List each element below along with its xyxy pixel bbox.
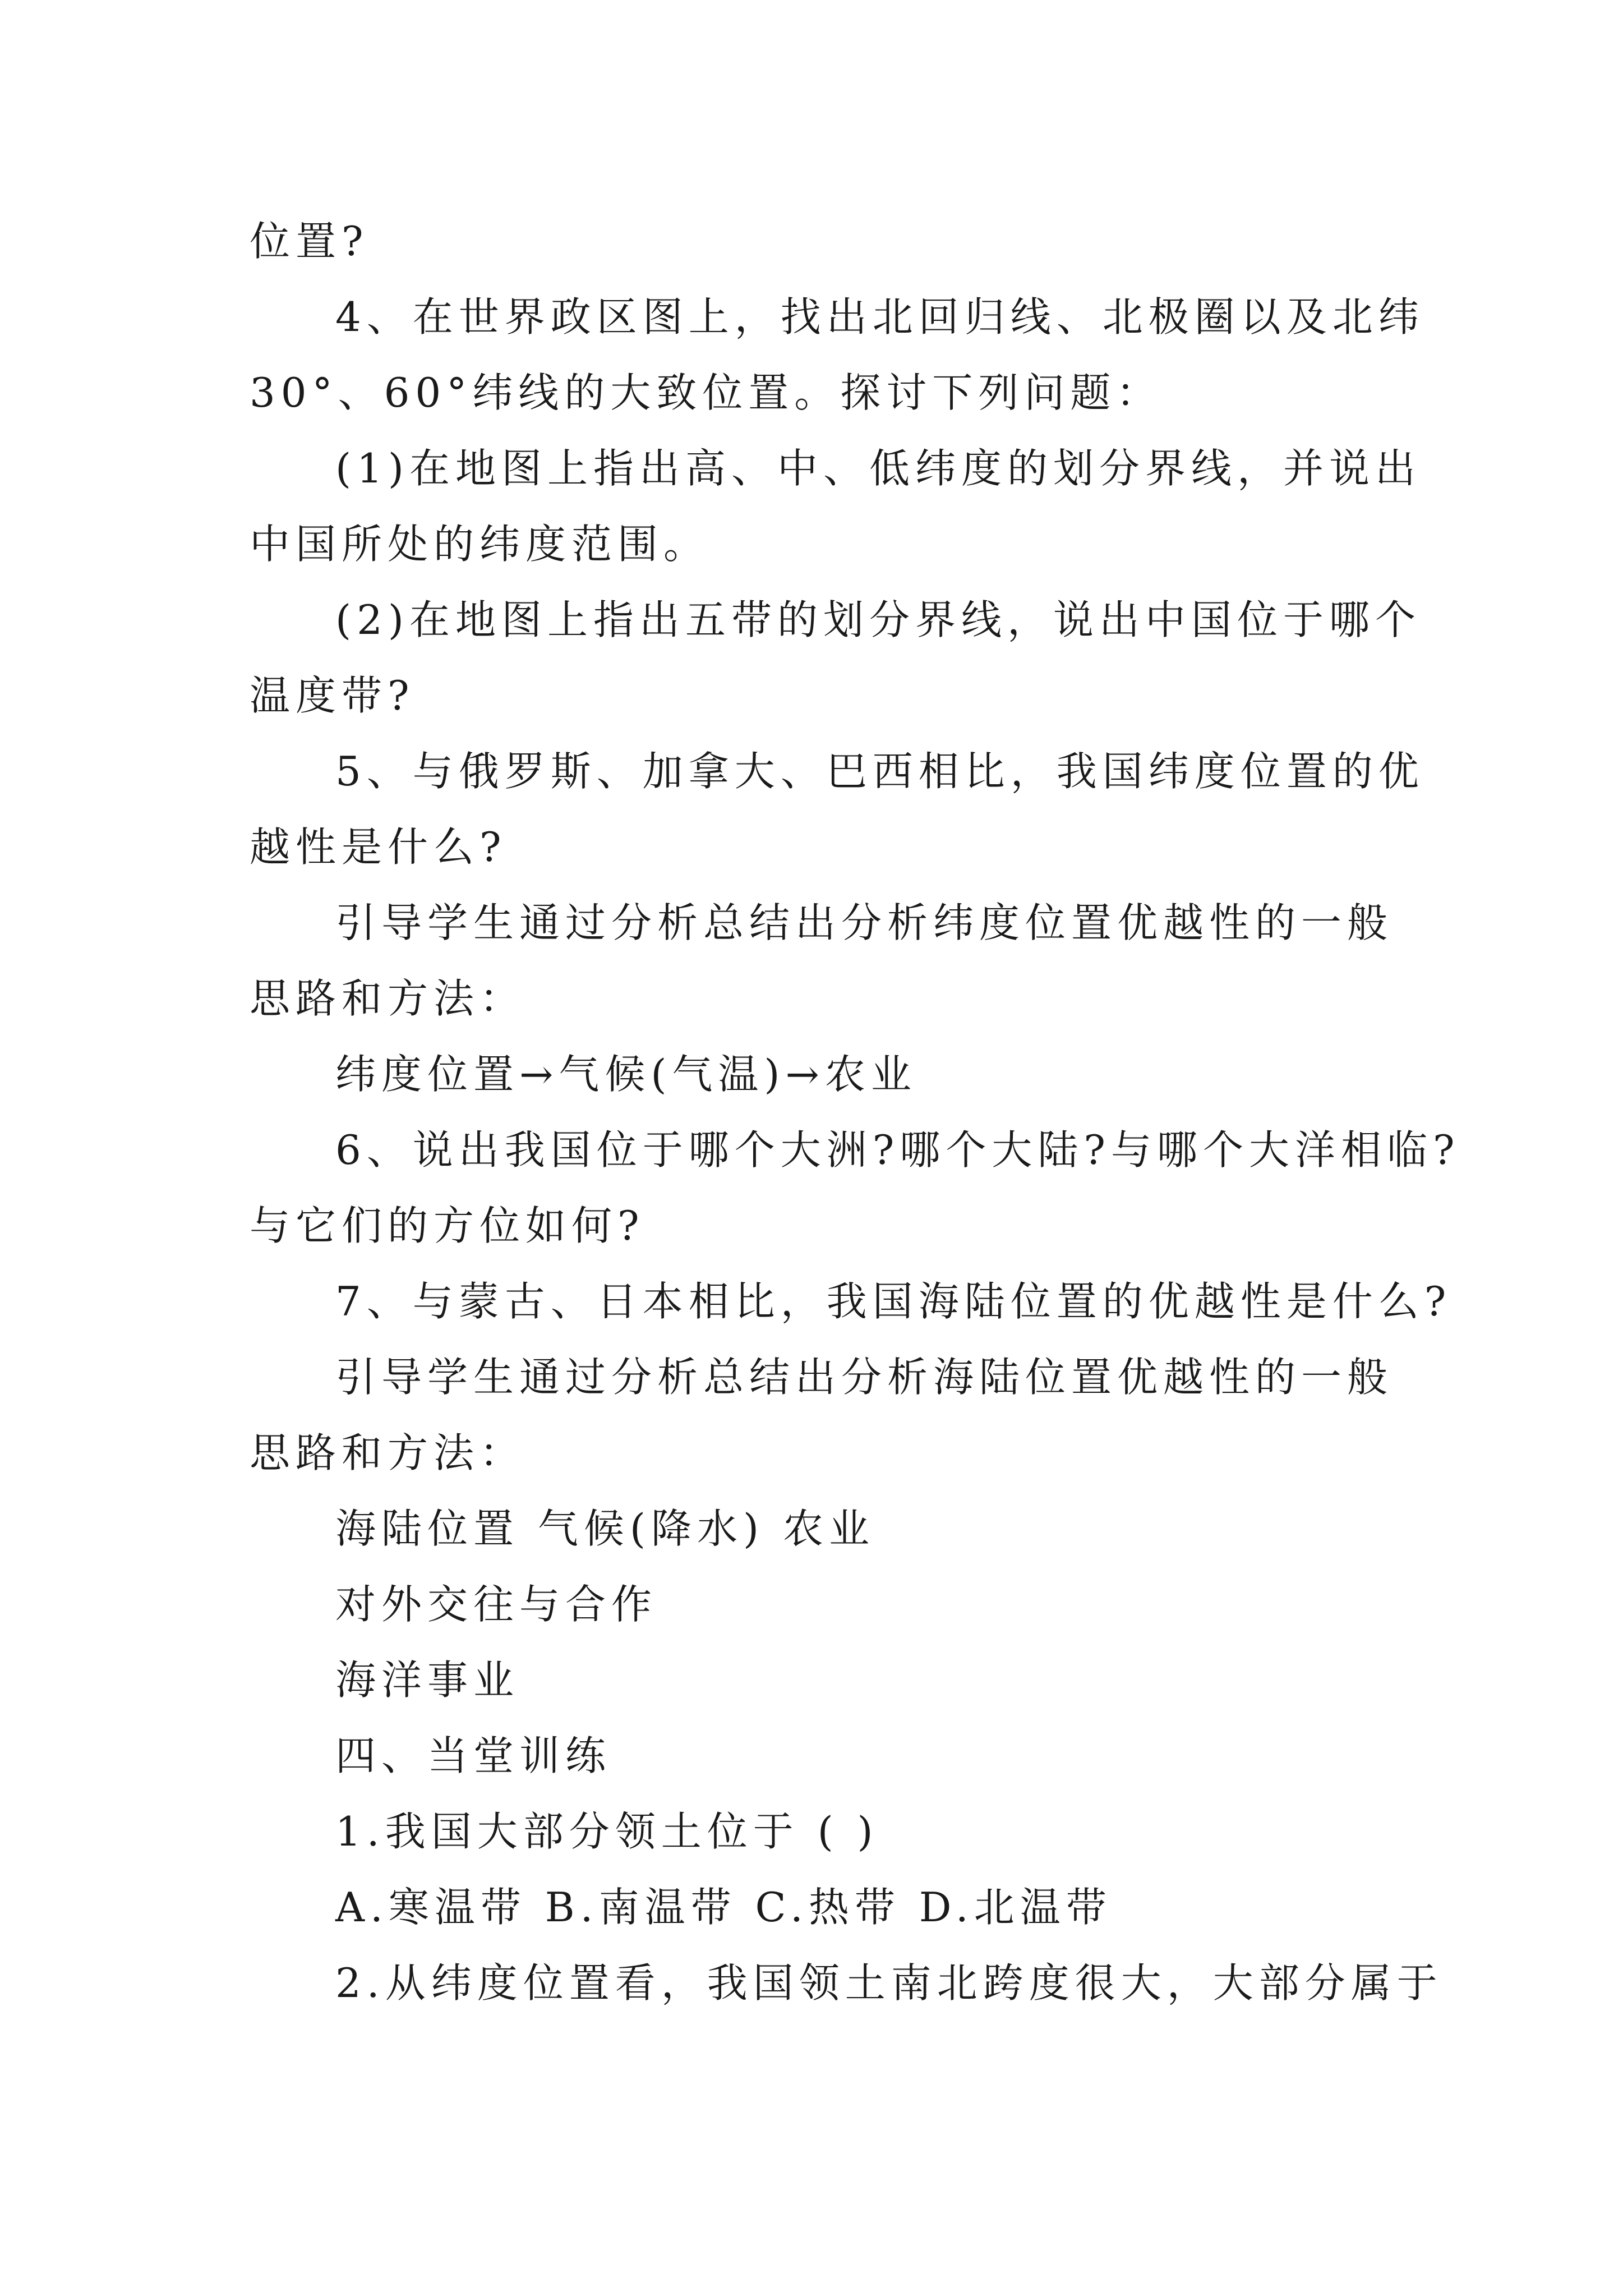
text-line: 越性是什么? [250,823,507,871]
answer-options: A.寒温带 B.南温带 C.热带 D.北温带 [335,1884,1112,1931]
text-line: 海洋事业 [335,1657,520,1704]
text-line: 纬度位置→气候(气温)→农业 [335,1051,917,1098]
text-line: 温度带? [250,672,415,719]
question-line: 1.我国大部分领土位于 ( ) [335,1808,879,1855]
question-line: 2.从纬度位置看，我国领土南北跨度很大，大部分属于 [335,1959,1443,2007]
text-line: 思路和方法： [250,975,526,1022]
text-line: (2)在地图上指出五带的划分界线，说出中国位于哪个 [335,596,1421,643]
text-line: 7、与蒙古、日本相比，我国海陆位置的优越性是什么? [335,1278,1452,1325]
text-line: 中国所处的纬度范围。 [250,521,710,568]
text-line: 引导学生通过分析总结出分析海陆位置优越性的一般 [335,1354,1394,1401]
text-line: 与它们的方位如何? [250,1202,645,1249]
text-line: 位置? [250,218,369,265]
text-line: 引导学生通过分析总结出分析纬度位置优越性的一般 [335,899,1394,946]
text-line: 4、在世界政区图上，找出北回归线、北极圈以及北纬 [335,293,1424,341]
text-line: (1)在地图上指出高、中、低纬度的划分界线，并说出 [335,445,1421,492]
text-line: 5、与俄罗斯、加拿大、巴西相比，我国纬度位置的优 [335,748,1424,795]
text-line: 海陆位置 气候(降水) 农业 [335,1505,875,1552]
text-line: 30°、60°纬线的大致位置。探讨下列问题： [250,369,1163,416]
text-line: 思路和方法： [250,1429,526,1476]
text-line: 对外交往与合作 [335,1581,658,1628]
section-heading: 四、当堂训练 [335,1732,612,1779]
text-line: 6、说出我国位于哪个大洲?哪个大陆?与哪个大洋相临? [335,1126,1460,1174]
